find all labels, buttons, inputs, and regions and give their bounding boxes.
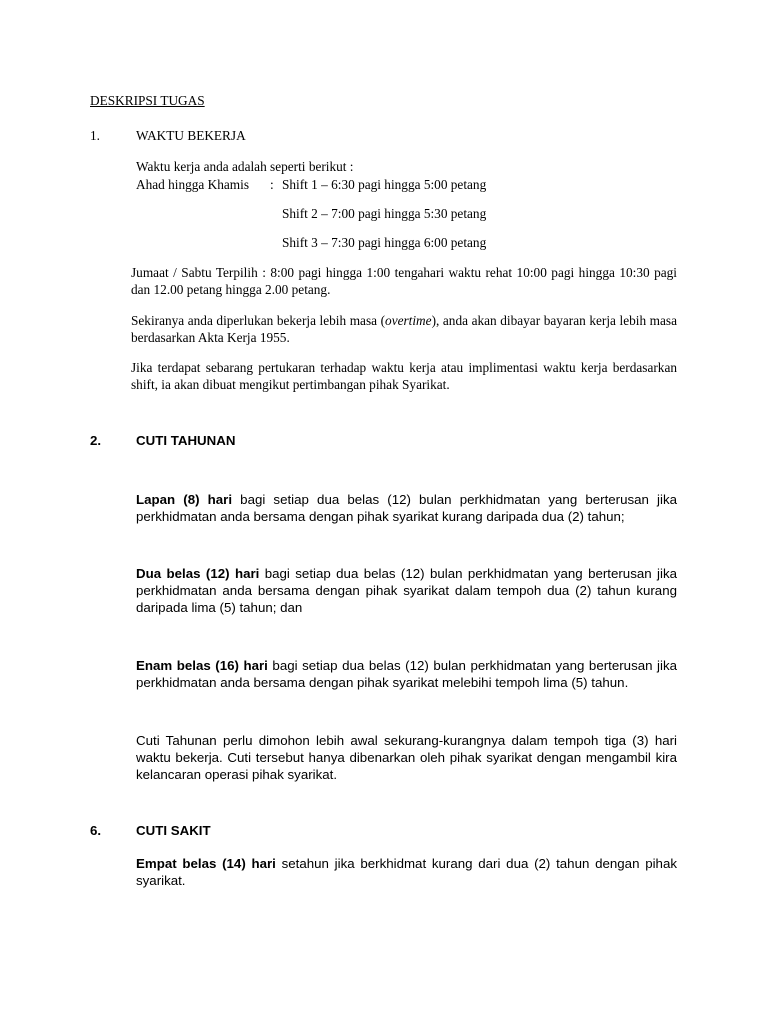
annual-leave-item-3 bbox=[136, 657, 677, 691]
shift-2: Shift 2 – 7:00 pagi hingga 5:30 petang bbox=[282, 206, 487, 221]
overtime-term: overtime bbox=[385, 313, 432, 328]
work-days-colon: : bbox=[270, 177, 274, 192]
friday-hours-paragraph: Jumaat / Sabtu Terpilih : 8:00 pagi hingga 1:00 tengahari waktu rehat 10:00 pagi hingga 10:30 pagi dan 12.00 petang hingga 2.00 petang. bbox=[131, 265, 677, 297]
section-2-number: 2. bbox=[90, 433, 102, 448]
overtime-paragraph bbox=[131, 312, 677, 346]
document-title: DESKRIPSI TUGAS bbox=[90, 93, 205, 108]
shift-1: Shift 1 – 6:30 pagi hingga 5:00 petang bbox=[282, 177, 487, 192]
annual-leave-application-paragraph: Cuti Tahunan perlu dimohon lebih awal sekurang-kurangnya dalam tempoh tiga (3) hari waktu bekerja. Cuti tersebut hanya dibenarkan oleh pihak syarikat dengan mengambil kira kelancaran operasi pihak syarikat. bbox=[136, 733, 677, 782]
section-1-heading: WAKTU BEKERJA bbox=[136, 128, 246, 143]
overtime-text-after: ), anda akan dibayar bayaran kerja lebih masa berdasarkan Akta Kerja 1955. bbox=[131, 313, 677, 345]
sick-leave-item-1 bbox=[136, 855, 677, 889]
section-2-heading: CUTI TAHUNAN bbox=[136, 433, 236, 448]
shift-3: Shift 3 – 7:30 pagi hingga 6:00 petang bbox=[282, 235, 487, 250]
sick-leave-item-1-text: setahun jika berkhidmat kurang dari dua (2) tahun dengan pihak syarikat. bbox=[136, 856, 677, 888]
annual-leave-item-2-text: bagi setiap dua belas (12) bulan perkhidmatan yang berterusan jika perkhidmatan anda bersama dengan pihak syarikat dalam tempoh dua (2) tahun kurang daripada lima (5) tahun; dan bbox=[136, 566, 677, 615]
section-6-heading: CUTI SAKIT bbox=[136, 823, 211, 838]
annual-leave-item-2 bbox=[136, 565, 677, 616]
section-1-number: 1. bbox=[90, 128, 100, 143]
schedule-change-paragraph: Jika terdapat sebarang pertukaran terhadap waktu kerja atau implimentasi waktu kerja berdasarkan shift, ia akan dibuat mengikut pertimbangan pihak Syarikat. bbox=[131, 360, 677, 392]
annual-leave-item-3-days: Enam belas (16) hari bbox=[136, 658, 268, 673]
overtime-text-before: Sekiranya anda diperlukan bekerja lebih masa ( bbox=[131, 313, 386, 328]
sick-leave-item-1-days: Empat belas (14) hari bbox=[136, 856, 276, 871]
annual-leave-item-1-days: Lapan (8) hari bbox=[136, 492, 233, 507]
section-6-number: 6. bbox=[90, 823, 102, 838]
annual-leave-item-1-text: bagi setiap dua belas (12) bulan perkhidmatan yang berterusan jika perkhidmatan anda bersama dengan pihak syarikat kurang daripada dua (2) tahun; bbox=[136, 492, 677, 524]
annual-leave-item-3-text: bagi setiap dua belas (12) bulan perkhidmatan yang berterusan jika perkhidmatan anda bersama dengan pihak syarikat melebihi tempoh lima (5) tahun. bbox=[136, 658, 678, 690]
annual-leave-item-2-days: Dua belas (12) hari bbox=[136, 566, 260, 581]
work-days: Ahad hingga Khamis bbox=[136, 177, 250, 192]
work-hours-intro: Waktu kerja anda adalah seperti berikut : bbox=[136, 159, 354, 174]
annual-leave-item-1 bbox=[136, 491, 677, 525]
